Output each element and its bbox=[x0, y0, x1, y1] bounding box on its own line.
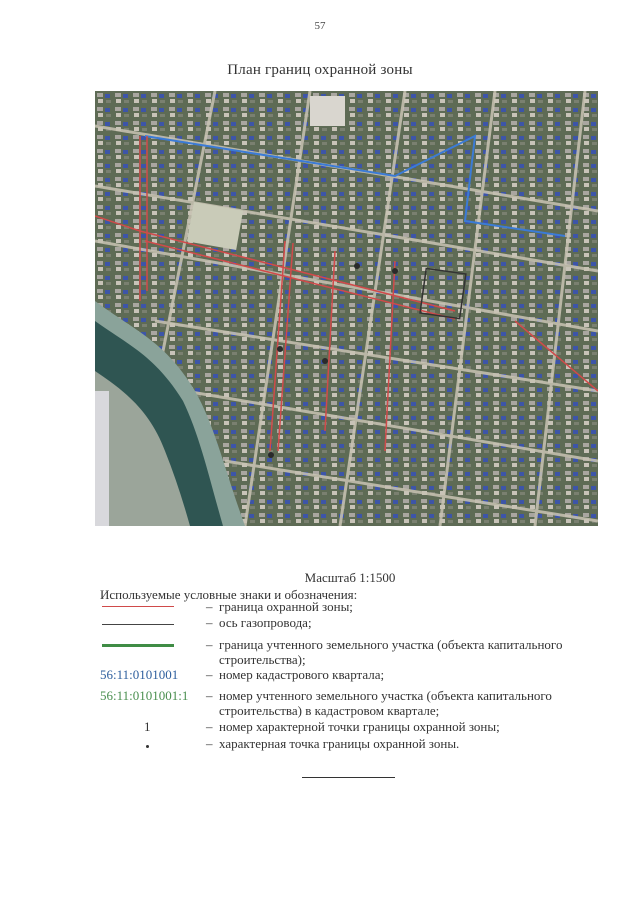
point-dot-icon bbox=[146, 745, 149, 748]
legend-text: ось газопровода; bbox=[219, 615, 312, 630]
legend-dash: – bbox=[206, 688, 213, 703]
legend-dash: – bbox=[206, 719, 213, 734]
legend-text: граница учтенного земельного участка (объекта капитального строительства); bbox=[219, 637, 563, 667]
red-line-symbol bbox=[102, 606, 174, 607]
legend-heading: Используемые условные знаки и обозначения: bbox=[100, 587, 358, 602]
legend-text: номер учтенного земельного участка (объекта капитального строительства) в кадастровом квартале; bbox=[219, 688, 552, 718]
legend-text: номер характерной точки границы охранной зоны; bbox=[219, 719, 500, 734]
point-number-sample: 1 bbox=[144, 719, 151, 734]
legend-text: граница охранной зоны; bbox=[219, 599, 353, 614]
parcel-number-sample: 56:11:0101001:1 bbox=[100, 688, 189, 703]
legend-dash: – bbox=[206, 667, 213, 682]
green-line-symbol bbox=[102, 644, 174, 647]
quarter-number-sample: 56:11:0101001 bbox=[100, 667, 179, 682]
legend-dash: – bbox=[206, 736, 213, 751]
legend-dash: – bbox=[206, 637, 213, 652]
legend-text: характерная точка границы охранной зоны. bbox=[219, 736, 460, 751]
map-scale: Масштаб 1:1500 bbox=[304, 570, 396, 585]
legend-dash: – bbox=[206, 599, 213, 614]
signature-line bbox=[302, 777, 395, 778]
legend-dash: – bbox=[206, 615, 213, 630]
legend-text: номер кадастрового квартала; bbox=[219, 667, 385, 682]
satellite-map bbox=[95, 91, 598, 526]
page-title: План границ охранной зоны bbox=[227, 62, 413, 78]
page-number: 57 bbox=[314, 20, 326, 32]
black-line-symbol bbox=[102, 624, 174, 625]
